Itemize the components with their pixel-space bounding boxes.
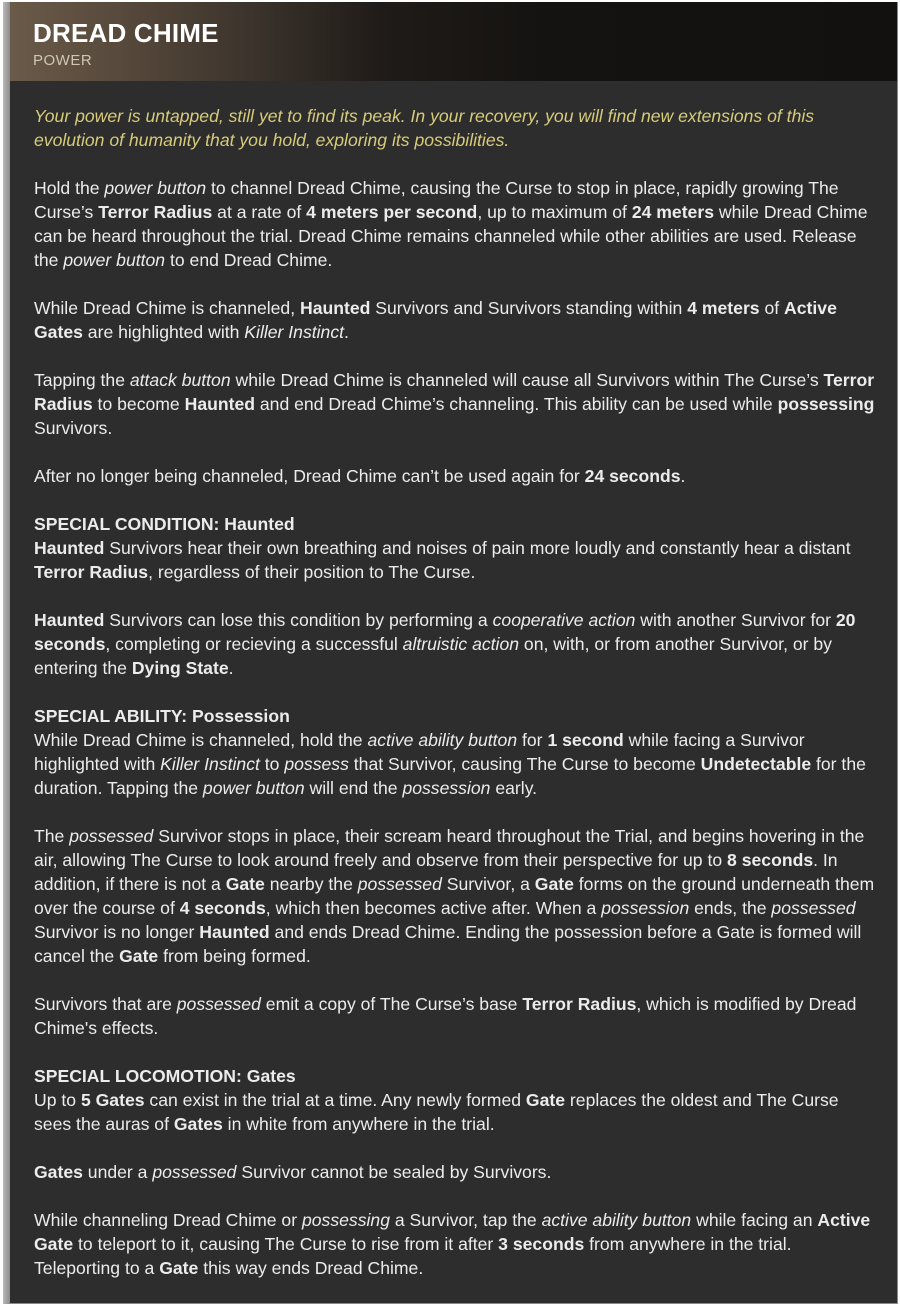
power-description [34,104,880,1304]
power-subtitle: POWER [33,52,93,69]
paragraph-attack: Tapping the attack button while Dread Chime is channeled will cause all Survivors within The Curse’s Terror Radius to become Haunted and end Dread Chime’s channeling. This ability can be used while possessing Survivors. [34,370,875,438]
power-title: DREAD CHIME [33,18,219,48]
paragraph-terror-copy: Survivors that are possessed emit a copy of The Curse’s base Terror Radius, which is modified by Dread Chime's effects. [34,994,857,1038]
paragraph-possessed: The possessed Survivor stops in place, their scream heard throughout the Trial, and begins hovering in the air, allowing The Curse to look around freely and observe from their perspective for up to 8 seconds. In addition, if there is not a Gate nearby the possessed Survivor, a Gate forms on the ground underneath them over the course of 4 seconds, which then becomes active after. When a possession ends, the possessed Survivor is no longer Haunted and ends Dread Chime. Ending the possession before a Gate is formed will cancel the Gate from being formed. [34,826,875,966]
section-gates: SPECIAL LOCOMOTION: Gates Up to 5 Gates can exist in the trial at a time. Any newly formed Gate replaces the oldest and The Curse sees the auras of Gates in white from anywhere in the trial. [34,1064,880,1136]
power-header [10,2,897,81]
panel-left-stripe [3,2,10,1304]
section-heading: SPECIAL ABILITY: Possession [34,706,290,726]
paragraph-gates-sealed: Gates under a possessed Survivor cannot be sealed by Survivors. [34,1162,552,1182]
section-heading: SPECIAL CONDITION: Haunted [34,514,295,534]
section-possession: SPECIAL ABILITY: Possession While Dread Chime is channeled, hold the active ability button for 1 second while facing a Survivor highlighted with Killer Instinct to possess that Survivor, causing The Curse to become Undetectable for the duration. Tapping the power button will end the possession early. [34,704,880,800]
paragraph-highlight: While Dread Chime is channeled, Haunted Survivors and Survivors standing within 4 meters of Active Gates are highlighted with Killer Instinct. [34,298,837,342]
section-heading: SPECIAL LOCOMOTION: Gates [34,1066,296,1086]
paragraph-haunted-removal: Haunted Survivors can lose this condition by performing a cooperative action with another Survivor for 20 seconds, completing or recieving a successful altruistic action on, with, or from another Survivor, or by entering the Dying State. [34,610,856,678]
section-haunted: SPECIAL CONDITION: Haunted Haunted Survivors hear their own breathing and noises of pain more loudly and constantly hear a distant Terror Radius, regardless of their position to The Curse. [34,512,880,584]
paragraph-cooldown: After no longer being channeled, Dread Chime can’t be used again for 24 seconds. [34,466,686,486]
paragraph-teleport: While channeling Dread Chime or possessing a Survivor, tap the active ability button while facing an Active Gate to teleport to it, causing The Curse to rise from it after 3 seconds from anywhere in the trial. Teleporting to a Gate this way ends Dread Chime. [34,1210,871,1278]
flavor-text: Your power is untapped, still yet to find its peak. In your recovery, you will find new extensions of this evolution of humanity that you hold, exploring its possibilities. [34,106,815,150]
paragraph-channel: Hold the power button to channel Dread Chime, causing the Curse to stop in place, rapidly growing The Curse’s Terror Radius at a rate of 4 meters per second, up to maximum of 24 meters while Dread Chime can be heard throughout the trial. Dread Chime remains channeled while other abilities are used. Release the power button to end Dread Chime. [34,178,868,270]
